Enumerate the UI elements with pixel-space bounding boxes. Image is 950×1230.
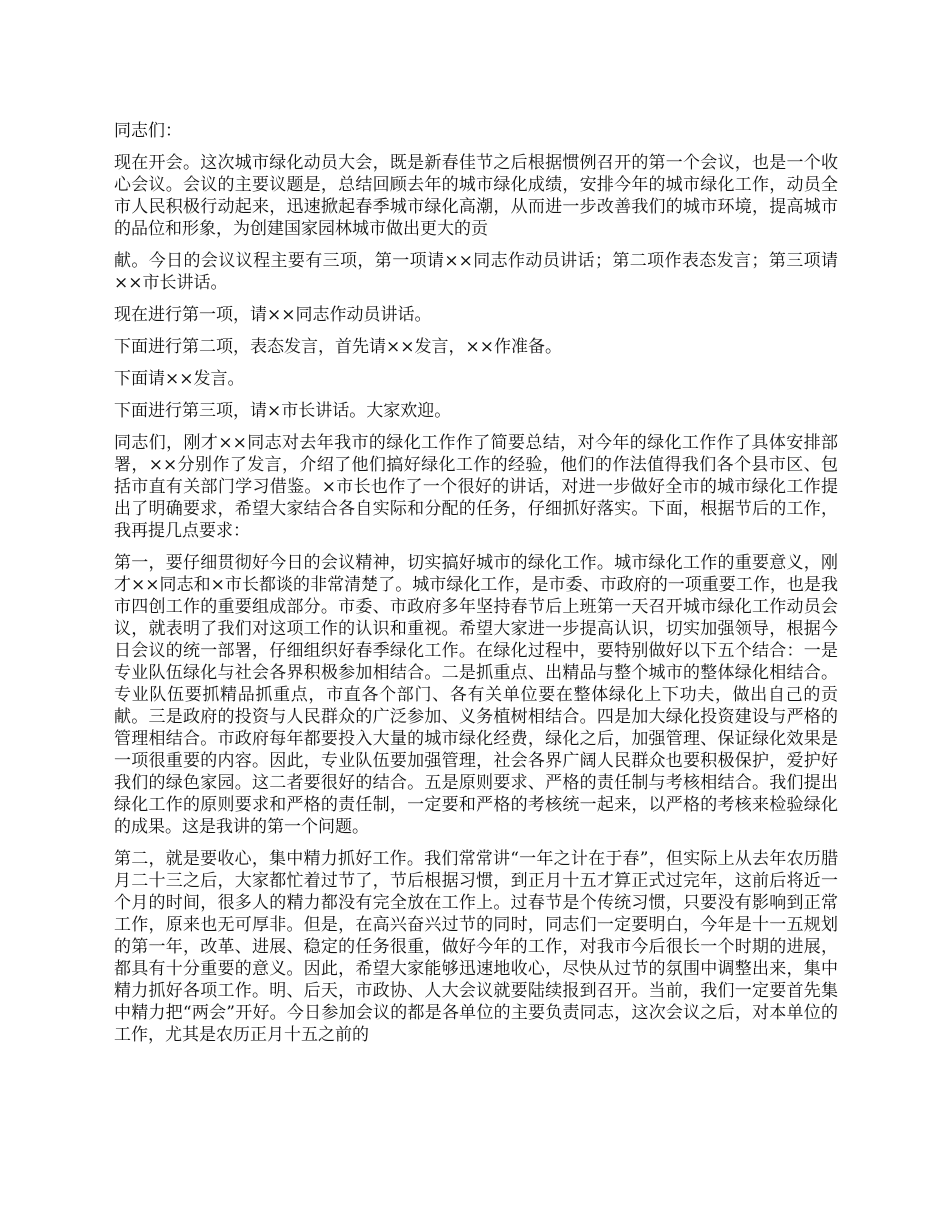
paragraph-item-two: 下面进行第二项，表态发言，首先请××发言，××作准备。	[114, 337, 562, 357]
paragraph-opening: 现在开会。这次城市绿化动员大会，既是新春佳节之后根据惯例召开的第一个会议，也是一个收心会议。会议的主要议题是，总结回顾去年的城市绿化成绩，安排今年的城市绿化工作，动员全市人民积极行动起来，迅速掀起春季城市绿化高潮，从而进一步改善我们的城市环境，提高城市的品位和形象，为创建国家园林城市做出更大的贡	[114, 153, 838, 239]
document-body	[114, 120, 838, 1056]
paragraph-agenda: 献。今日的会议议程主要有三项，第一项请××同志作动员讲话；第二项作表态发言；第三项请××市长讲话。	[114, 251, 838, 293]
paragraph-point-one: 第一，要仔细贯彻好今日的会议精神，切实搞好城市的绿化工作。城市绿化工作的重要意义，刚才××同志和×市长都谈的非常清楚了。城市绿化工作，是市委、市政府的一项重要工作，也是我市四创工作的重要组成部分。市委、市政府多年坚持春节后上班第一天召开城市绿化工作动员会议，就表明了我们对这项工作的认识和重视。希望大家进一步提高认识，切实加强领导，根据今日会议的统一部署，仔细组织好春季绿化工作。在绿化过程中，要特别做好以下五个结合：一是专业队伍绿化与社会各界积极参加相结合。二是抓重点、出精品与整个城市的整体绿化相结合。专业队伍要抓精品抓重点，市直各个部门、各有关单位要在整体绿化上下功夫，做出自己的贡献。三是政府的投资与人民群众的广泛参加、义务植树相结合。四是加大绿化投资建设与严格的管理相结合。市政府每年都要投入大量的城市绿化经费，绿化之后，加强管理、保证绿化效果是一项很重要的内容。因此，专业队伍要加强管理，社会各界广阔人民群众也要积极保护，爱护好我们的绿色家园。这二者要很好的结合。五是原则要求、严格的责任制与考核相结合。我们提出绿化工作的原则要求和严格的责任制，一定要和严格的考核统一起来，以严格的考核来检验绿化的成果。这是我讲的第一个问题。	[114, 553, 838, 837]
paragraph-item-three: 下面进行第三项，请×市长讲话。大家欢迎。	[114, 401, 452, 421]
paragraph-summary: 同志们，刚才××同志对去年我市的绿化工作作了简要总结，对今年的绿化工作作了具体安排部署，××分别作了发言，介绍了他们搞好绿化工作的经验，他们的作法值得我们各个县市区、包括市直有关部门学习借鉴。×市长也作了一个很好的讲话，对进一步做好全市的城市绿化工作提出了明确要求，希望大家结合各自实际和分配的任务，仔细抓好落实。下面，根据节后的工作，我再提几点要求：	[114, 433, 838, 541]
paragraph-point-two: 第二，就是要收心，集中精力抓好工作。我们常常讲“一年之计在于春”，但实际上从去年农历腊月二十三之后，大家都忙着过节了，节后根据习惯，到正月十五才算正式过完年，这前后将近一个月的时间，很多人的精力都没有完全放在工作上。过春节是个传统习惯，只要没有影响到正常工作，原来也无可厚非。但是，在高兴奋兴过节的同时，同志们一定要明白，今年是十一五规划的第一年，改革、进展、稳定的任务很重，做好今年的工作，对我市今后很长一个时期的进展，都具有十分重要的意义。因此，希望大家能够迅速地收心，尽快从过节的氛围中调整出来，集中精力抓好各项工作。明、后天，市政协、人大会议就要陆续报到召开。当前，我们一定要首先集中精力把“两会”开好。今日参加会议的都是各单位的主要负责同志，这次会议之后，对本单位的工作，尤其是农历正月十五之前的	[114, 849, 838, 1045]
paragraph-next-speaker: 下面请××发言。	[114, 369, 245, 389]
salutation: 同志们：	[114, 121, 182, 141]
paragraph-item-one: 现在进行第一项，请××同志作动员讲话。	[114, 305, 432, 325]
